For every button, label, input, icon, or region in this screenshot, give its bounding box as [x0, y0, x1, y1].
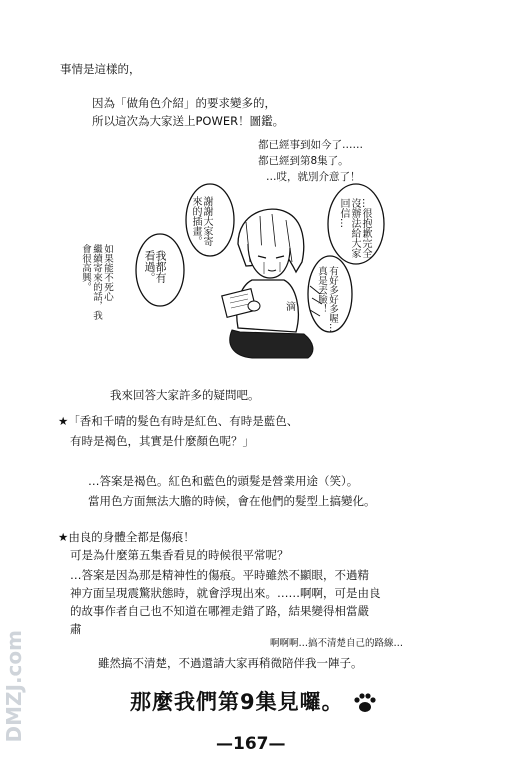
answers-intro: 我來回答大家許多的疑問吧。 — [110, 388, 260, 402]
q1-star-icon: ★ — [58, 414, 69, 428]
author-comment-line-2: 都已經到第8集了。 — [258, 155, 349, 167]
intro-line-2: 因為「做角色介紹」的要求變多的， — [92, 96, 276, 110]
q2-line-1-text: 由良的身體全都是傷痕！ — [68, 530, 195, 544]
q1-answer-line-2: 當用色方面無法大膽的時候，會在他們的髮型上搞變化。 — [88, 494, 376, 508]
q2-answer-line-1: …答案是因為那是精神性的傷痕。平時雖然不顯眼，不過精 — [70, 568, 369, 582]
q2-answer-line-4: 肅 — [70, 622, 82, 636]
q1-answer-line-1: …答案是褐色。紅色和藍色的頭髮是營業用途（笑）。 — [88, 474, 359, 488]
intro-line-3: 所以這次為大家送上POWER！圖鑑。 — [92, 114, 285, 128]
bubble-seen-line-2: 看過。 — [143, 250, 156, 283]
bubble-sorry-line-2: 沒辦法給大家 — [349, 198, 360, 258]
tears-mark: 滴 — [286, 302, 296, 313]
bubble-shame-line-1: 有好多好多喔… — [327, 266, 338, 333]
bubble-ifnotdisappointed — [80, 244, 113, 338]
q1-question-line-1 — [58, 414, 298, 429]
bubble-ifnotdisappointed-line-3: 會很高興。 — [80, 244, 91, 292]
bubble-ifnotdisappointed-line-2: 繼續寄來的話，我 — [91, 244, 102, 320]
bubble-ifnotdisappointed-line-1: 如果能不死心 — [102, 244, 113, 301]
bubble-thanks-line-1: 謝謝大家寄 — [201, 196, 212, 246]
q2-closing: 雖然搞不清楚，不過還請大家再稍微陪伴我一陣子。 — [98, 656, 363, 670]
bubble-shame-line-2: 真是丟臉！ — [316, 266, 327, 314]
see-you-text: 那麼我們第9集見囉。 — [130, 690, 344, 714]
author-comment-line-3: …哎，就別介意了！ — [266, 171, 361, 183]
page-number: —167— — [216, 734, 286, 754]
bubble-seen-line-1: 我都有 — [154, 250, 167, 283]
bubble-shame — [316, 266, 338, 338]
see-you-line — [130, 686, 378, 716]
bubble-thanks — [190, 196, 212, 266]
q2-answer-line-3: 的故事作者自己也不知道在哪裡走錯了路，結果變得相當嚴 — [70, 604, 369, 618]
q1-question-line-2: 有時是褐色，其實是什麼顏色呢？」 — [70, 434, 254, 448]
q2-star-icon: ★ — [58, 530, 69, 544]
author-comment-line-1: 都已經事到如今了…… — [258, 139, 363, 151]
bubble-thanks-line-2: 來的插畫。 — [190, 196, 201, 246]
q2-aside: 啊啊啊…搞不清楚自己的路線… — [270, 638, 404, 649]
q1-line-1-text: 「香和千晴的髮色有時是紅色、有時是藍色、 — [68, 414, 299, 428]
q2-answer-line-2: 神方面呈現震驚狀態時，就會浮現出來。……啊啊，可是由良 — [70, 586, 381, 600]
bubble-sorry — [338, 198, 371, 272]
bubble-seen — [144, 250, 166, 310]
watermark-logo: DMZJ.com — [2, 630, 26, 743]
q2-question-line-1 — [58, 530, 195, 545]
intro-line-1: 事情是這樣的， — [60, 62, 141, 76]
q2-question-line-2: 可是為什麼第五集香看見的時候很平常呢？ — [70, 548, 289, 562]
bubble-sorry-line-3: 回信… — [338, 198, 349, 228]
paw-print-icon — [352, 692, 378, 714]
bubble-sorry-line-1: …很抱歉完全 — [360, 198, 371, 258]
